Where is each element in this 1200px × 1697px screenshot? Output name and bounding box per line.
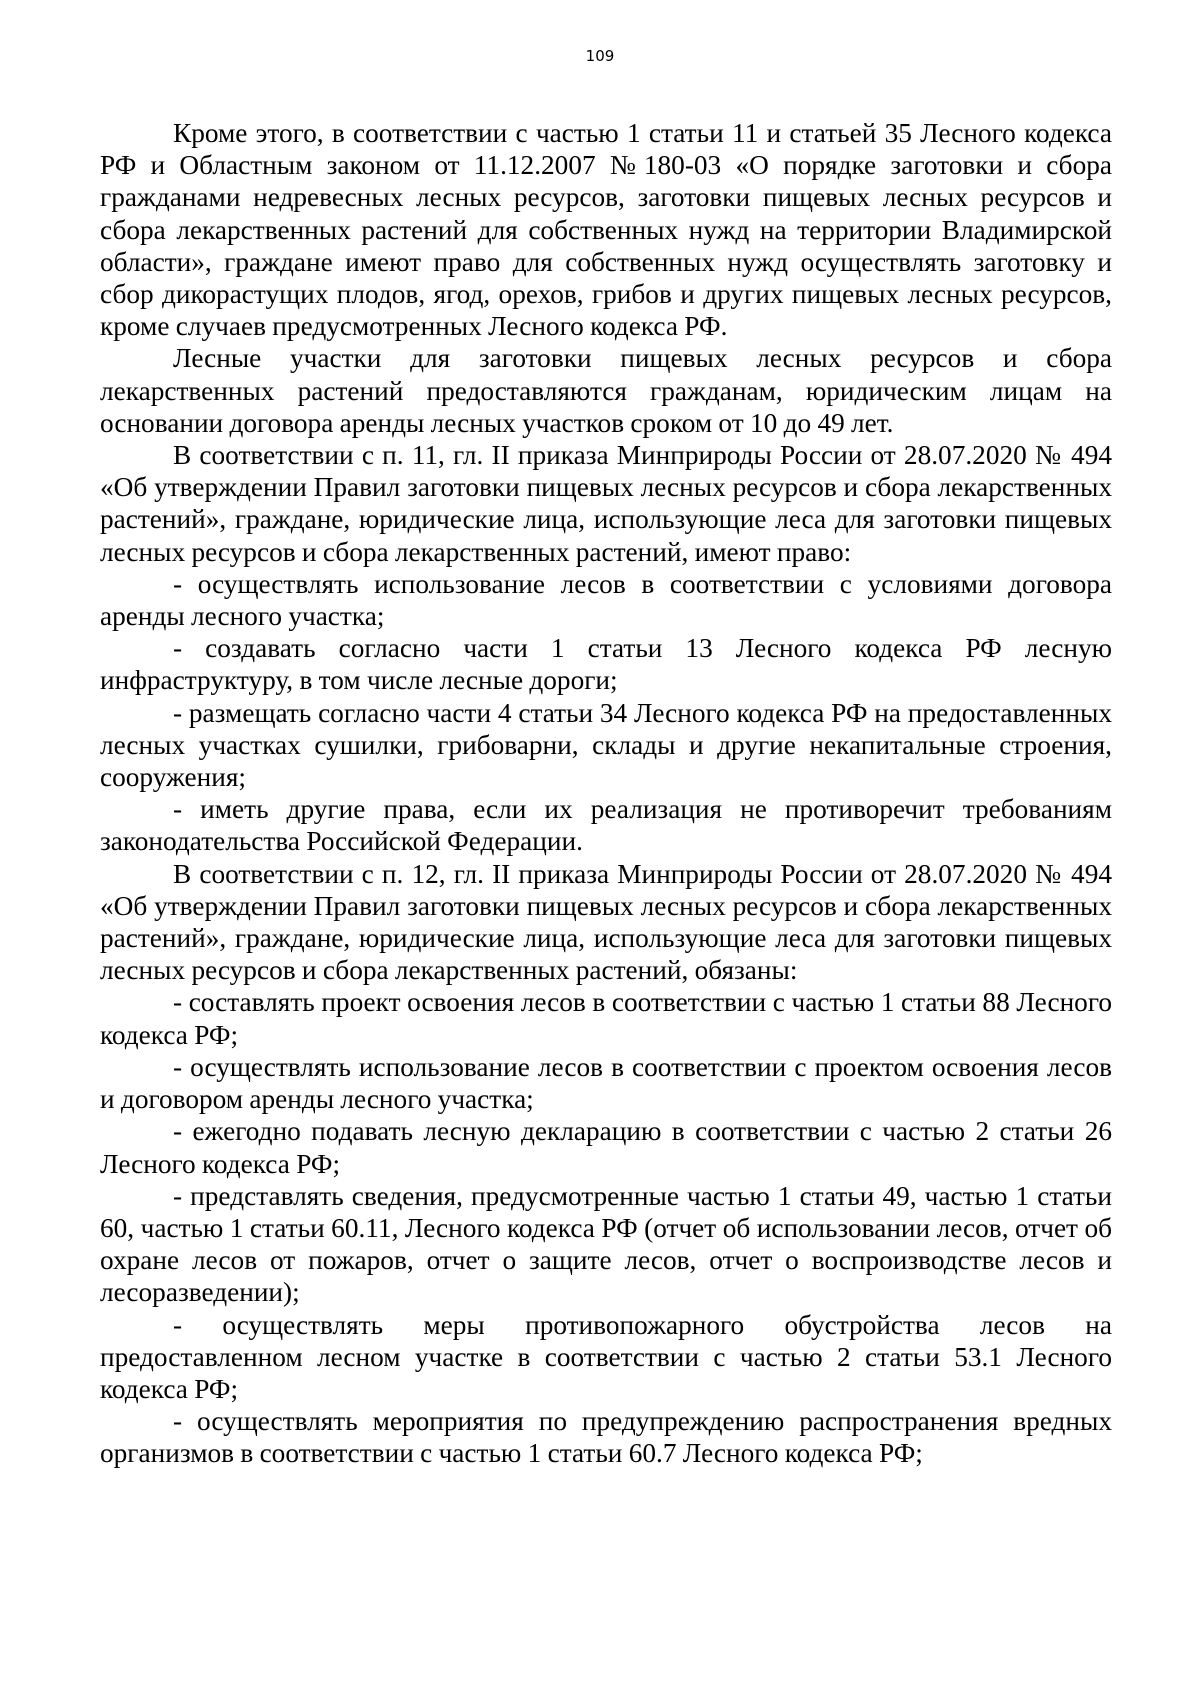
paragraph-order-p11-rights: В соответствии с п. 11, гл. II приказа Минприроды России от 28.07.2020 № 494 «Об утверждении Правил заготовки пищевых лесных ресурсов и сбора лекарственных растений», граждане, юридические лица, использующие леса для заготовки пищевых лесных ресурсов и сбора лекарственных растений, имеют право: — [100, 440, 1112, 567]
page-number: 109 — [585, 47, 615, 65]
list-item-use-per-project: - осуществлять использование лесов в соответствии с проектом освоения лесов и договором аренды лесного участка; — [100, 1051, 1112, 1115]
list-item-fire-prevention: - осуществлять меры противопожарного обустройства лесов на предоставленном лесном участке в соответствии с частью 2 статьи 53.1 Лесного кодекса РФ; — [100, 1309, 1112, 1404]
list-item-use-forests: - осуществлять использование лесов в соответствии с условиями договора аренды лесного участка; — [100, 568, 1112, 632]
list-item-submit-reports: - представлять сведения, предусмотренные частью 1 статьи 49, частью 1 статьи 60, частью 1 статьи 60.11, Лесного кодекса РФ (отчет об использовании лесов, отчет об охране лесов от пожаров, отчет о защите лесов, отчет о воспроизводстве лесов и лесоразведении); — [100, 1180, 1112, 1308]
list-item-place-structures: - размещать согласно части 4 статьи 34 Лесного кодекса РФ на предоставленных лесных участках сушилки, грибоварни, склады и другие некапитальные строения, сооружения; — [100, 697, 1112, 793]
paragraph-order-p12-obligations: В соответствии с п. 12, гл. II приказа Минприроды России от 28.07.2020 № 494 «Об утверждении Правил заготовки пищевых лесных ресурсов и сбора лекарственных растений», граждане, юридические лица, использующие леса для заготовки пищевых лесных ресурсов и сбора лекарственных растений, обязаны: — [100, 858, 1112, 986]
list-item-other-rights: - иметь другие права, если их реализация не противоречит требованиям законодательства Российской Федерации. — [100, 794, 1112, 857]
document-body — [100, 117, 1112, 1470]
list-item-create-infrastructure: - создавать согласно части 1 статьи 13 Лесного кодекса РФ лесную инфраструктуру, в том числе лесные дороги; — [100, 633, 1112, 696]
list-item-annual-declaration: - ежегодно подавать лесную декларацию в соответствии с частью 2 статьи 26 Лесного кодекса РФ; — [100, 1116, 1112, 1179]
list-item-pest-prevention: - осуществлять мероприятия по предупреждению распространения вредных организмов в соответствии с частью 1 статьи 60.7 Лесного кодекса РФ; — [100, 1406, 1112, 1469]
list-item-development-project: - составлять проект освоения лесов в соответствии с частью 1 статьи 88 Лесного кодекса РФ; — [100, 987, 1112, 1050]
paragraph-forest-code-harvesting-rights: Кроме этого, в соответствии с частью 1 статьи 11 и статьей 35 Лесного кодекса РФ и Областным законом от 11.12.2007 №180-03 «О порядке заготовки и сбора гражданами недревесных лесных ресурсов, заготовки пищевых лесных ресурсов и сбора лекарственных растений для собственных нужд на территории Владимирской области», граждане имеют право для собственных нужд осуществлять заготовку и сбор дикорастущих плодов, ягод, орехов, грибов и других пищевых лесных ресурсов, кроме случаев предусмотренных Лесного кодекса РФ. — [100, 118, 1112, 342]
paragraph-lease-plots: Лесные участки для заготовки пищевых лесных ресурсов и сбора лекарственных растений предоставляются гражданам, юридическим лицам на основании договора аренды лесных участков сроком от 10 до 49 лет. — [100, 343, 1112, 438]
